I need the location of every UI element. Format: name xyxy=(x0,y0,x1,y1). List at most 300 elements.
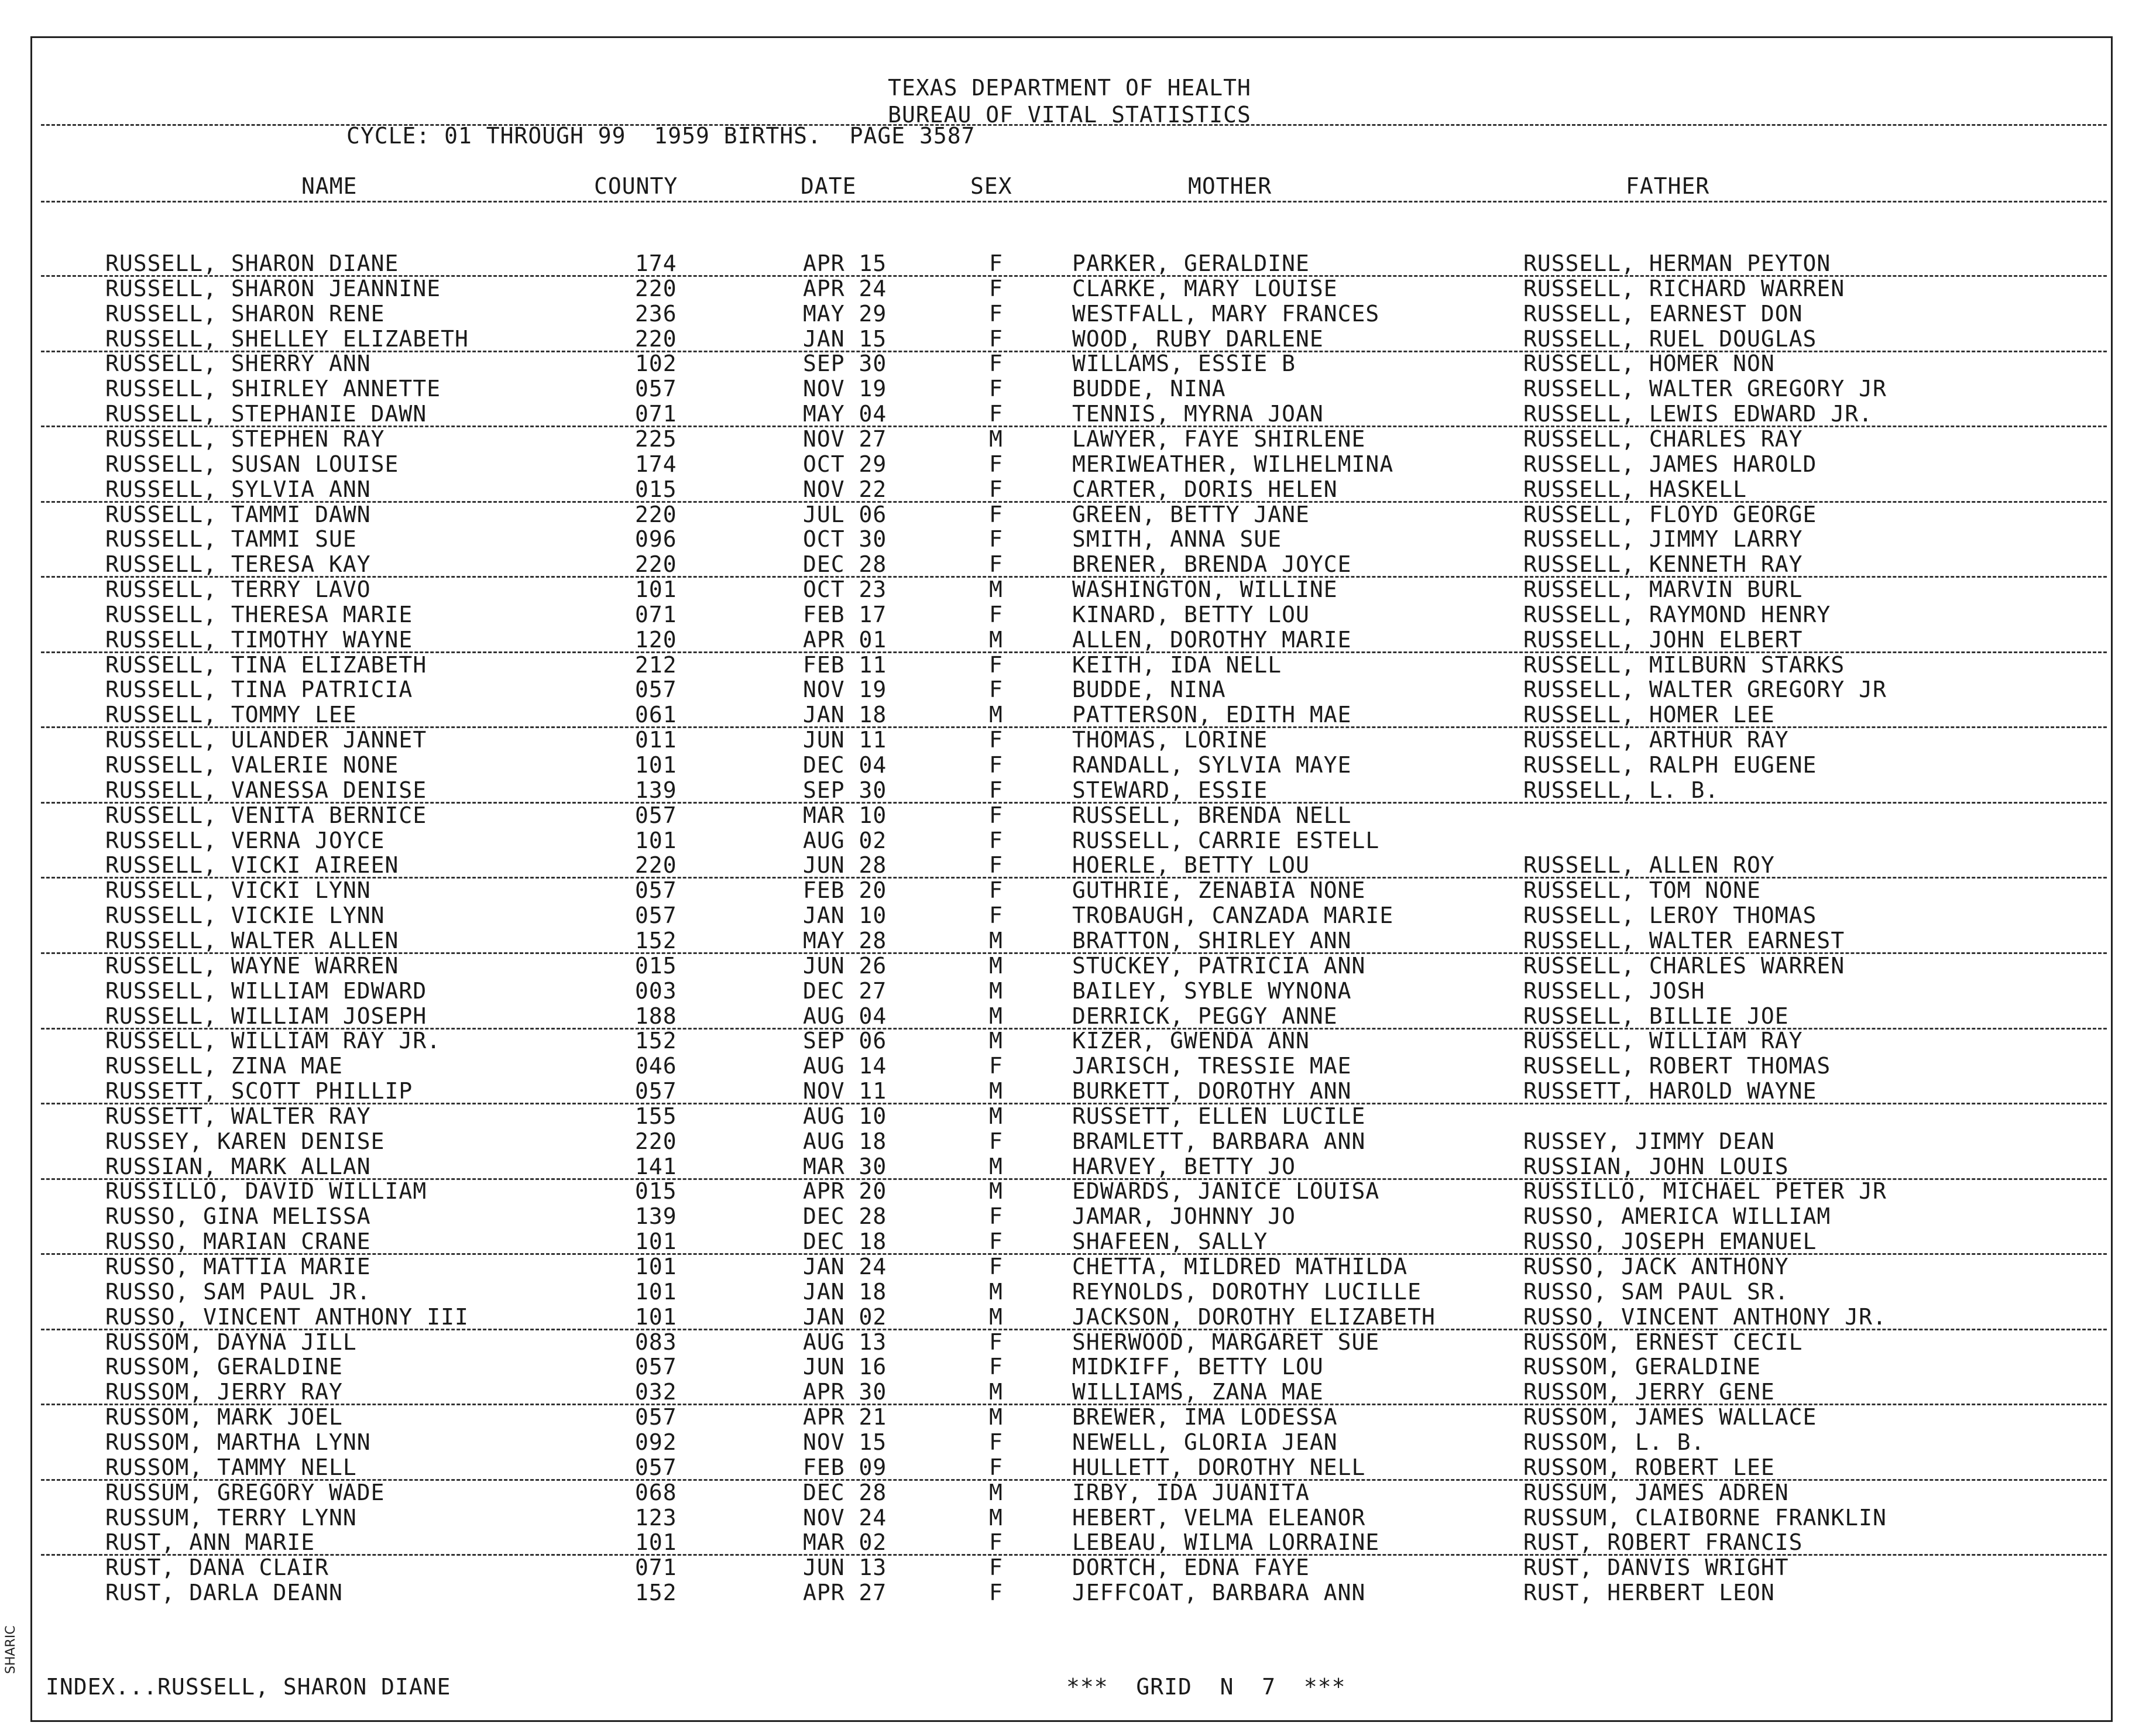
cell-county: 071 xyxy=(635,602,677,627)
cell-sex: M xyxy=(989,928,1003,953)
cell-father: RUST, DANVIS WRIGHT xyxy=(1523,1555,1789,1580)
cell-mother: RUSSELL, CARRIE ESTELL xyxy=(1072,828,1380,853)
cell-father: RUSSO, JOSEPH EMANUEL xyxy=(1523,1229,1817,1254)
cell-mother: WASHINGTON, WILLINE xyxy=(1072,577,1338,602)
cell-sex: M xyxy=(989,1404,1003,1430)
cell-sex: F xyxy=(989,376,1003,402)
cell-name: RUSSIAN, MARK ALLAN xyxy=(105,1154,371,1179)
cell-county: 057 xyxy=(635,1078,677,1104)
cell-father: RUSSOM, L. B. xyxy=(1523,1429,1705,1455)
cell-name: RUSSELL, VANESSA DENISE xyxy=(105,777,427,803)
cell-name: RUSSOM, DAYNA JILL xyxy=(105,1329,357,1355)
cell-father: RUSSO, SAM PAUL SR. xyxy=(1523,1279,1789,1305)
cell-sex: M xyxy=(989,1178,1003,1204)
cell-county: 101 xyxy=(635,1304,677,1330)
cell-father: RUSSO, VINCENT ANTHONY JR. xyxy=(1523,1304,1887,1330)
cell-county: 101 xyxy=(635,1529,677,1555)
cell-mother: RUSSETT, ELLEN LUCILE xyxy=(1072,1103,1366,1129)
cell-date: JUN 28 xyxy=(803,852,887,878)
cell-county: 220 xyxy=(635,276,677,301)
cell-sex: F xyxy=(989,401,1003,427)
cell-date: DEC 27 xyxy=(803,978,887,1004)
cell-father: RUSSELL, EARNEST DON xyxy=(1523,301,1803,327)
cell-date: SEP 30 xyxy=(803,351,887,376)
agency-title: TEXAS DEPARTMENT OF HEALTH xyxy=(888,75,1251,101)
cell-mother: NEWELL, GLORIA JEAN xyxy=(1072,1429,1338,1455)
cell-sex: F xyxy=(989,526,1003,552)
cell-county: 101 xyxy=(635,1279,677,1305)
cell-name: RUSSELL, WILLIAM EDWARD xyxy=(105,978,427,1004)
cell-father: RUST, ROBERT FRANCIS xyxy=(1523,1529,1803,1555)
cell-father: RUSSOM, GERALDINE xyxy=(1523,1354,1761,1380)
cell-date: JAN 15 xyxy=(803,326,887,352)
cell-county: 220 xyxy=(635,852,677,878)
cell-date: JUN 16 xyxy=(803,1354,887,1380)
cell-father: RUSSELL, WALTER GREGORY JR xyxy=(1523,376,1887,402)
cell-father: RUSSELL, LEROY THOMAS xyxy=(1523,903,1817,928)
cell-mother: JARISCH, TRESSIE MAE xyxy=(1072,1053,1352,1079)
cell-father: RUSSELL, RICHARD WARREN xyxy=(1523,276,1845,301)
cell-name: RUSSELL, SHARON JEANNINE xyxy=(105,276,441,301)
cell-name: RUSSELL, TIMOTHY WAYNE xyxy=(105,627,413,653)
cell-county: 152 xyxy=(635,1580,677,1605)
cell-county: 046 xyxy=(635,1053,677,1079)
cell-date: NOV 19 xyxy=(803,376,887,402)
cell-mother: PARKER, GERALDINE xyxy=(1072,251,1310,276)
cell-father: RUSSELL, CHARLES RAY xyxy=(1523,426,1803,452)
cell-father: RUSSELL, HOMER LEE xyxy=(1523,702,1775,728)
cell-father: RUSSELL, L. B. xyxy=(1523,777,1719,803)
cell-sex: F xyxy=(989,677,1003,702)
cell-mother: THOMAS, LORINE xyxy=(1072,727,1268,753)
cell-sex: F xyxy=(989,1529,1003,1555)
cell-date: APR 01 xyxy=(803,627,887,653)
cell-county: 101 xyxy=(635,577,677,602)
cell-sex: F xyxy=(989,1454,1003,1480)
cell-county: 101 xyxy=(635,828,677,853)
cell-sex: F xyxy=(989,727,1003,753)
cell-sex: F xyxy=(989,752,1003,778)
cell-county: 155 xyxy=(635,1103,677,1129)
cell-county: 139 xyxy=(635,777,677,803)
cell-date: APR 20 xyxy=(803,1178,887,1204)
cell-date: JAN 10 xyxy=(803,903,887,928)
cell-sex: F xyxy=(989,1128,1003,1154)
cell-sex: F xyxy=(989,351,1003,376)
cell-date: AUG 10 xyxy=(803,1103,887,1129)
cell-sex: M xyxy=(989,1505,1003,1531)
cell-sex: F xyxy=(989,301,1003,327)
cell-name: RUST, ANN MARIE xyxy=(105,1529,315,1555)
cell-date: NOV 15 xyxy=(803,1429,887,1455)
cell-sex: F xyxy=(989,502,1003,527)
cell-date: MAR 10 xyxy=(803,802,887,828)
cell-date: AUG 13 xyxy=(803,1329,887,1355)
cell-name: RUSSELL, WALTER ALLEN xyxy=(105,928,399,953)
cell-father: RUSSOM, JERRY GENE xyxy=(1523,1379,1775,1405)
cell-mother: IRBY, IDA JUANITA xyxy=(1072,1480,1310,1505)
cell-father: RUSSELL, RALPH EUGENE xyxy=(1523,752,1817,778)
cell-mother: JAMAR, JOHNNY JO xyxy=(1072,1203,1296,1229)
cell-name: RUSSELL, VICKI LYNN xyxy=(105,877,371,903)
cell-father: RUSSELL, JOHN ELBERT xyxy=(1523,627,1803,653)
cell-mother: SMITH, ANNA SUE xyxy=(1072,526,1282,552)
cell-name: RUSSOM, JERRY RAY xyxy=(105,1379,343,1405)
cell-date: DEC 04 xyxy=(803,752,887,778)
cell-date: DEC 28 xyxy=(803,1480,887,1505)
index-footer: INDEX...RUSSELL, SHARON DIANE xyxy=(46,1674,451,1700)
cell-mother: WESTFALL, MARY FRANCES xyxy=(1072,301,1380,327)
cell-date: FEB 09 xyxy=(803,1454,887,1480)
cell-date: APR 21 xyxy=(803,1404,887,1430)
cell-father: RUSSELL, LEWIS EDWARD JR. xyxy=(1523,401,1873,427)
cell-name: RUSSELL, ZINA MAE xyxy=(105,1053,343,1079)
cell-name: RUSSELL, VENITA BERNICE xyxy=(105,802,427,828)
cell-mother: STEWARD, ESSIE xyxy=(1072,777,1268,803)
cell-mother: BAILEY, SYBLE WYNONA xyxy=(1072,978,1352,1004)
cell-sex: F xyxy=(989,1254,1003,1279)
cell-sex: M xyxy=(989,1028,1003,1054)
cell-county: 015 xyxy=(635,953,677,979)
cell-father: RUSSELL, WILLIAM RAY xyxy=(1523,1028,1803,1054)
cell-date: AUG 18 xyxy=(803,1128,887,1154)
cell-sex: M xyxy=(989,978,1003,1004)
cell-mother: RUSSELL, BRENDA NELL xyxy=(1072,802,1352,828)
cell-date: AUG 02 xyxy=(803,828,887,853)
cell-county: 057 xyxy=(635,877,677,903)
cell-name: RUSSELL, SHELLEY ELIZABETH xyxy=(105,326,469,352)
col-header-sex: SEX xyxy=(970,173,1012,199)
col-header-father: FATHER xyxy=(1626,173,1710,199)
cell-father: RUSSELL, WALTER GREGORY JR xyxy=(1523,677,1887,702)
cell-mother: EDWARDS, JANICE LOUISA xyxy=(1072,1178,1380,1204)
cell-date: OCT 23 xyxy=(803,577,887,602)
cell-father: RUSSELL, KENNETH RAY xyxy=(1523,551,1803,577)
cell-county: 068 xyxy=(635,1480,677,1505)
cell-county: 003 xyxy=(635,978,677,1004)
cell-name: RUSSELL, WILLIAM JOSEPH xyxy=(105,1003,427,1029)
cell-date: DEC 28 xyxy=(803,551,887,577)
cell-county: 096 xyxy=(635,526,677,552)
cell-mother: SHAFEEN, SALLY xyxy=(1072,1229,1268,1254)
cell-name: RUSSOM, GERALDINE xyxy=(105,1354,343,1380)
cell-father: RUSSELL, ROBERT THOMAS xyxy=(1523,1053,1831,1079)
cell-father: RUSSEY, JIMMY DEAN xyxy=(1523,1128,1775,1154)
cell-date: FEB 17 xyxy=(803,602,887,627)
cell-mother: MIDKIFF, BETTY LOU xyxy=(1072,1354,1324,1380)
cell-name: RUSSELL, TAMMI DAWN xyxy=(105,502,371,527)
cell-father: RUSSELL, WALTER EARNEST xyxy=(1523,928,1845,953)
cell-date: APR 27 xyxy=(803,1580,887,1605)
cell-sex: F xyxy=(989,802,1003,828)
cell-mother: PATTERSON, EDITH MAE xyxy=(1072,702,1352,728)
cell-name: RUSSO, VINCENT ANTHONY III xyxy=(105,1304,469,1330)
cell-county: 174 xyxy=(635,451,677,477)
cell-father: RUSSUM, CLAIBORNE FRANKLIN xyxy=(1523,1505,1887,1531)
cell-date: JAN 18 xyxy=(803,702,887,728)
cell-name: RUSSOM, MARK JOEL xyxy=(105,1404,343,1430)
cell-father: RUSSELL, ALLEN ROY xyxy=(1523,852,1775,878)
cell-name: RUSSELL, SYLVIA ANN xyxy=(105,476,371,502)
cell-date: MAY 04 xyxy=(803,401,887,427)
cell-mother: KEITH, IDA NELL xyxy=(1072,652,1282,678)
cell-sex: F xyxy=(989,251,1003,276)
cell-county: 071 xyxy=(635,1555,677,1580)
cell-mother: STUCKEY, PATRICIA ANN xyxy=(1072,953,1366,979)
cell-county: 220 xyxy=(635,551,677,577)
cell-date: SEP 06 xyxy=(803,1028,887,1054)
cell-name: RUSSELL, SHERRY ANN xyxy=(105,351,371,376)
cell-mother: HOERLE, BETTY LOU xyxy=(1072,852,1310,878)
col-header-name: NAME xyxy=(301,173,358,199)
cell-name: RUSSO, SAM PAUL JR. xyxy=(105,1279,371,1305)
cell-mother: CHETTA, MILDRED MATHILDA xyxy=(1072,1254,1408,1279)
cell-name: RUSSELL, STEPHEN RAY xyxy=(105,426,385,452)
cell-date: MAY 29 xyxy=(803,301,887,327)
cell-name: RUSSO, MARIAN CRANE xyxy=(105,1229,371,1254)
cell-date: FEB 20 xyxy=(803,877,887,903)
cell-mother: BRAMLETT, BARBARA ANN xyxy=(1072,1128,1366,1154)
cell-sex: F xyxy=(989,1053,1003,1079)
cell-county: 101 xyxy=(635,1254,677,1279)
cell-county: 057 xyxy=(635,1404,677,1430)
cell-father: RUSSILLO, MICHAEL PETER JR xyxy=(1523,1178,1887,1204)
column-header-divider xyxy=(41,201,2107,203)
cell-date: DEC 18 xyxy=(803,1229,887,1254)
cell-sex: M xyxy=(989,1078,1003,1104)
cell-date: JAN 02 xyxy=(803,1304,887,1330)
cell-sex: F xyxy=(989,602,1003,627)
cell-name: RUSSELL, TINA PATRICIA xyxy=(105,677,413,702)
cell-county: 225 xyxy=(635,426,677,452)
cell-name: RUSSELL, SUSAN LOUISE xyxy=(105,451,399,477)
cell-county: 057 xyxy=(635,802,677,828)
cell-mother: HARVEY, BETTY JO xyxy=(1072,1154,1296,1179)
cell-mother: RANDALL, SYLVIA MAYE xyxy=(1072,752,1352,778)
col-header-date: DATE xyxy=(801,173,857,199)
cell-mother: REYNOLDS, DOROTHY LUCILLE xyxy=(1072,1279,1422,1305)
cell-name: RUSSELL, STEPHANIE DAWN xyxy=(105,401,427,427)
grid-footer: *** GRID N 7 *** xyxy=(1066,1674,1346,1700)
cell-sex: M xyxy=(989,702,1003,728)
cell-mother: KIZER, GWENDA ANN xyxy=(1072,1028,1310,1054)
cell-date: JAN 18 xyxy=(803,1279,887,1305)
cell-date: NOV 27 xyxy=(803,426,887,452)
cell-mother: WOOD, RUBY DARLENE xyxy=(1072,326,1324,352)
cell-date: NOV 19 xyxy=(803,677,887,702)
cell-name: RUSSOM, TAMMY NELL xyxy=(105,1454,357,1480)
cell-mother: BUDDE, NINA xyxy=(1072,376,1226,402)
cell-county: 071 xyxy=(635,401,677,427)
cell-mother: GUTHRIE, ZENABIA NONE xyxy=(1072,877,1366,903)
cell-sex: F xyxy=(989,852,1003,878)
cell-mother: BREWER, IMA LODESSA xyxy=(1072,1404,1338,1430)
cell-name: RUSSUM, TERRY LYNN xyxy=(105,1505,357,1531)
cell-county: 101 xyxy=(635,752,677,778)
cell-father: RUSSO, JACK ANTHONY xyxy=(1523,1254,1789,1279)
cell-date: JUN 13 xyxy=(803,1555,887,1580)
cell-sex: F xyxy=(989,1203,1003,1229)
cell-father: RUST, HERBERT LEON xyxy=(1523,1580,1775,1605)
cell-county: 174 xyxy=(635,251,677,276)
cell-name: RUST, DARLA DEANN xyxy=(105,1580,343,1605)
cell-father: RUSSELL, ARTHUR RAY xyxy=(1523,727,1789,753)
cell-father: RUSSELL, JAMES HAROLD xyxy=(1523,451,1817,477)
cell-county: 220 xyxy=(635,326,677,352)
cell-father: RUSSELL, CHARLES WARREN xyxy=(1523,953,1845,979)
cell-sex: M xyxy=(989,577,1003,602)
cell-county: 083 xyxy=(635,1329,677,1355)
cell-county: 236 xyxy=(635,301,677,327)
cell-mother: WILLAMS, ESSIE B xyxy=(1072,351,1296,376)
cell-father: RUSSELL, RAYMOND HENRY xyxy=(1523,602,1831,627)
cell-name: RUSSELL, SHARON DIANE xyxy=(105,251,399,276)
cell-father: RUSSELL, MARVIN BURL xyxy=(1523,577,1803,602)
cell-father: RUSSOM, JAMES WALLACE xyxy=(1523,1404,1817,1430)
cell-mother: TROBAUGH, CANZADA MARIE xyxy=(1072,903,1394,928)
cell-name: RUSSETT, WALTER RAY xyxy=(105,1103,371,1129)
cell-name: RUSSEY, KAREN DENISE xyxy=(105,1128,385,1154)
cell-mother: BUDDE, NINA xyxy=(1072,677,1226,702)
cell-sex: M xyxy=(989,1103,1003,1129)
cycle-line: CYCLE: 01 THROUGH 99 1959 BIRTHS. PAGE 3587 xyxy=(346,123,976,149)
cell-mother: WILLIAMS, ZANA MAE xyxy=(1072,1379,1324,1405)
cell-sex: F xyxy=(989,326,1003,352)
cell-father: RUSSUM, JAMES ADREN xyxy=(1523,1480,1789,1505)
cell-date: APR 24 xyxy=(803,276,887,301)
cell-name: RUSSELL, SHIRLEY ANNETTE xyxy=(105,376,441,402)
cell-sex: F xyxy=(989,828,1003,853)
cell-mother: BRATTON, SHIRLEY ANN xyxy=(1072,928,1352,953)
cell-date: SEP 30 xyxy=(803,777,887,803)
cell-date: NOV 24 xyxy=(803,1505,887,1531)
cell-mother: DORTCH, EDNA FAYE xyxy=(1072,1555,1310,1580)
cell-sex: F xyxy=(989,1229,1003,1254)
cell-date: FEB 11 xyxy=(803,652,887,678)
col-header-mother: MOTHER xyxy=(1188,173,1272,199)
cell-mother: DERRICK, PEGGY ANNE xyxy=(1072,1003,1338,1029)
cell-name: RUSSELL, TERESA KAY xyxy=(105,551,371,577)
cell-date: MAR 02 xyxy=(803,1529,887,1555)
cell-sex: F xyxy=(989,1429,1003,1455)
cell-name: RUSSELL, ULANDER JANNET xyxy=(105,727,427,753)
cell-mother: BRENER, BRENDA JOYCE xyxy=(1072,551,1352,577)
cell-sex: F xyxy=(989,476,1003,502)
cell-sex: F xyxy=(989,777,1003,803)
cell-sex: F xyxy=(989,1580,1003,1605)
cell-date: OCT 29 xyxy=(803,451,887,477)
cell-sex: F xyxy=(989,1555,1003,1580)
cell-sex: F xyxy=(989,1354,1003,1380)
col-header-county: COUNTY xyxy=(594,173,678,199)
cell-mother: SHERWOOD, MARGARET SUE xyxy=(1072,1329,1380,1355)
cell-county: 092 xyxy=(635,1429,677,1455)
cell-county: 220 xyxy=(635,502,677,527)
cell-county: 152 xyxy=(635,928,677,953)
cell-mother: HEBERT, VELMA ELEANOR xyxy=(1072,1505,1366,1531)
cell-name: RUST, DANA CLAIR xyxy=(105,1555,329,1580)
cell-county: 212 xyxy=(635,652,677,678)
cell-name: RUSSUM, GREGORY WADE xyxy=(105,1480,385,1505)
cell-father: RUSSOM, ROBERT LEE xyxy=(1523,1454,1775,1480)
cell-county: 015 xyxy=(635,1178,677,1204)
bureau-title: BUREAU OF VITAL STATISTICS xyxy=(888,102,1251,128)
cell-date: AUG 14 xyxy=(803,1053,887,1079)
cell-name: RUSSELL, TERRY LAVO xyxy=(105,577,371,602)
cell-sex: M xyxy=(989,1003,1003,1029)
cell-sex: M xyxy=(989,426,1003,452)
cell-sex: M xyxy=(989,1480,1003,1505)
cell-county: 061 xyxy=(635,702,677,728)
cell-sex: F xyxy=(989,652,1003,678)
cell-name: RUSSO, GINA MELISSA xyxy=(105,1203,371,1229)
cell-sex: F xyxy=(989,877,1003,903)
cell-county: 220 xyxy=(635,1128,677,1154)
cell-date: NOV 11 xyxy=(803,1078,887,1104)
cell-name: RUSSELL, VALERIE NONE xyxy=(105,752,399,778)
cell-father: RUSSELL, TOM NONE xyxy=(1523,877,1761,903)
cell-name: RUSSELL, VICKI AIREEN xyxy=(105,852,399,878)
cell-name: RUSSELL, VERNA JOYCE xyxy=(105,828,385,853)
cell-sex: F xyxy=(989,276,1003,301)
cell-mother: KINARD, BETTY LOU xyxy=(1072,602,1310,627)
cell-mother: TENNIS, MYRNA JOAN xyxy=(1072,401,1324,427)
cell-name: RUSSETT, SCOTT PHILLIP xyxy=(105,1078,413,1104)
cell-father: RUSSELL, FLOYD GEORGE xyxy=(1523,502,1817,527)
cell-sex: M xyxy=(989,627,1003,653)
cell-date: APR 15 xyxy=(803,251,887,276)
cell-county: 057 xyxy=(635,376,677,402)
cell-county: 015 xyxy=(635,476,677,502)
side-label: SHARIC xyxy=(4,1625,18,1674)
cell-name: RUSSELL, TOMMY LEE xyxy=(105,702,357,728)
cell-mother: GREEN, BETTY JANE xyxy=(1072,502,1310,527)
cell-father: RUSSETT, HAROLD WAYNE xyxy=(1523,1078,1817,1104)
cell-county: 102 xyxy=(635,351,677,376)
cell-county: 123 xyxy=(635,1505,677,1531)
cell-date: OCT 30 xyxy=(803,526,887,552)
cell-mother: JEFFCOAT, BARBARA ANN xyxy=(1072,1580,1366,1605)
cell-sex: M xyxy=(989,1279,1003,1305)
cell-county: 139 xyxy=(635,1203,677,1229)
cell-county: 032 xyxy=(635,1379,677,1405)
cell-county: 057 xyxy=(635,903,677,928)
cell-name: RUSSELL, TINA ELIZABETH xyxy=(105,652,427,678)
cell-sex: F xyxy=(989,1329,1003,1355)
cell-father: RUSSELL, HOMER NON xyxy=(1523,351,1775,376)
cell-date: MAY 28 xyxy=(803,928,887,953)
cell-father: RUSSOM, ERNEST CECIL xyxy=(1523,1329,1803,1355)
cell-sex: F xyxy=(989,451,1003,477)
cell-county: 011 xyxy=(635,727,677,753)
cell-father: RUSSELL, JOSH xyxy=(1523,978,1705,1004)
cell-mother: LAWYER, FAYE SHIRLENE xyxy=(1072,426,1366,452)
cell-date: JAN 24 xyxy=(803,1254,887,1279)
cell-date: JUN 26 xyxy=(803,953,887,979)
cell-mother: HULLETT, DOROTHY NELL xyxy=(1072,1454,1366,1480)
cell-sex: F xyxy=(989,903,1003,928)
cell-sex: M xyxy=(989,1304,1003,1330)
cell-county: 188 xyxy=(635,1003,677,1029)
cell-mother: LEBEAU, WILMA LORRAINE xyxy=(1072,1529,1380,1555)
cell-date: JUN 11 xyxy=(803,727,887,753)
cell-sex: F xyxy=(989,551,1003,577)
cell-sex: M xyxy=(989,953,1003,979)
cell-mother: ALLEN, DOROTHY MARIE xyxy=(1072,627,1352,653)
cell-name: RUSSILLO, DAVID WILLIAM xyxy=(105,1178,427,1204)
cell-father: RUSSELL, MILBURN STARKS xyxy=(1523,652,1845,678)
cell-date: NOV 22 xyxy=(803,476,887,502)
